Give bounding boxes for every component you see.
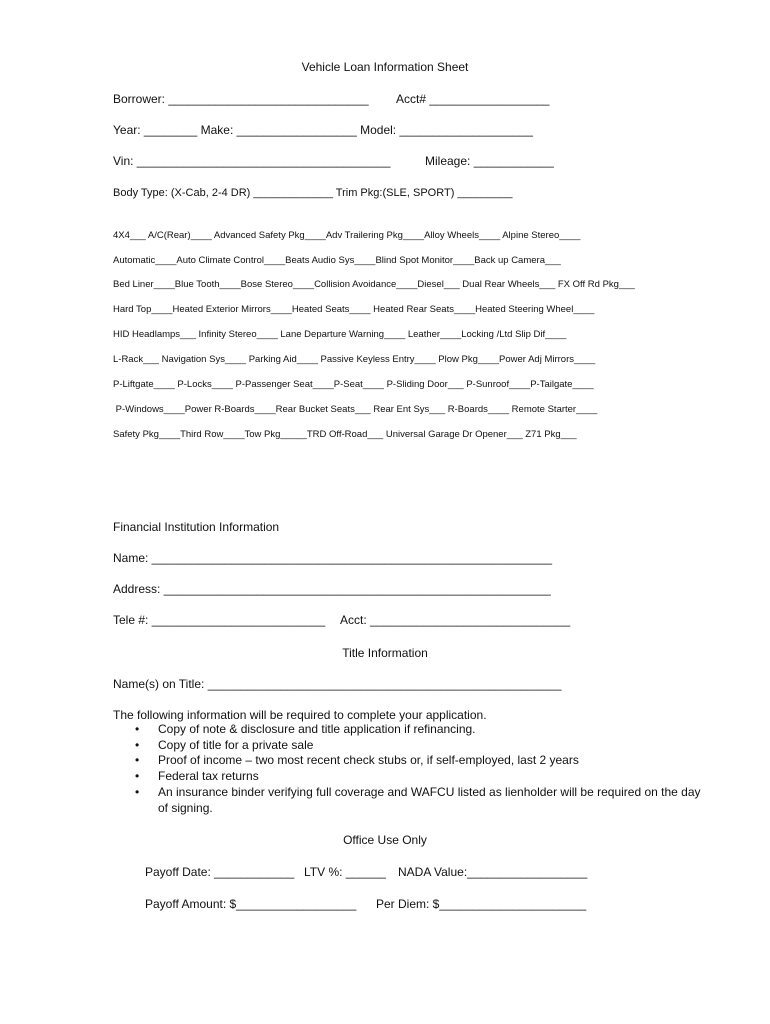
office-use-heading: Office Use Only — [343, 833, 427, 847]
list-item: • Federal tax returns — [113, 769, 713, 785]
list-item: • Copy of title for a private sale — [113, 738, 713, 754]
year-make-model-field[interactable]: Year: ________ Make: __________________ Model: ____________________ — [113, 123, 533, 137]
options-line[interactable]: P-Liftgate____ P-Locks____ P-Passenger Seat____P-Seat____ P-Sliding Door___ P-Sunroof____P-Tailgate____ — [113, 379, 594, 390]
mileage-field[interactable]: Mileage: ____________ — [425, 154, 554, 168]
requirements-list — [113, 722, 713, 816]
options-line[interactable]: Automatic____Auto Climate Control____Beats Audio Sys____Blind Spot Monitor____Back up Camera___ — [113, 255, 561, 266]
body-type-trim-field[interactable]: Body Type: (X-Cab, 2-4 DR) _____________ Trim Pkg:(SLE, SPORT) _________ — [113, 187, 513, 199]
account-number-field[interactable]: Acct# __________________ — [396, 92, 550, 106]
vin-field[interactable]: Vin: ______________________________________ — [113, 154, 391, 168]
financial-address-field[interactable]: Address: __________________________________________________________ — [113, 582, 551, 596]
options-line[interactable]: HID Headlamps___ Infinity Stereo____ Lane Departure Warning____ Leather____Locking /Ltd Slip Dif____ — [113, 329, 567, 340]
options-line[interactable]: Bed Liner____Blue Tooth____Bose Stereo____Collision Avoidance____Diesel___ Dual Rear Wheels___ FX Off Rd Pkg___ — [113, 279, 635, 290]
financial-name-field[interactable]: Name: ____________________________________________________________ — [113, 551, 553, 565]
payoff-date-field[interactable]: Payoff Date: ____________ — [145, 865, 295, 879]
title-information-heading: Title Information — [342, 646, 428, 660]
per-diem-field[interactable]: Per Diem: $______________________ — [376, 897, 587, 911]
document-title: Vehicle Loan Information Sheet — [301, 60, 469, 74]
borrower-field[interactable]: Borrower: ______________________________ — [113, 92, 369, 106]
options-line[interactable]: Safety Pkg____Third Row____Tow Pkg_____TRD Off-Road___ Universal Garage Dr Opener___ Z71 Pkg___ — [113, 429, 577, 440]
telephone-field[interactable]: Tele #: __________________________ — [113, 613, 326, 627]
options-line[interactable]: 4X4___ A/C(Rear)____ Advanced Safety Pkg____Adv Trailering Pkg____Alloy Wheels____ Alpine Stereo____ — [113, 230, 581, 241]
requirements-intro: The following information will be required to complete your application. — [113, 708, 487, 722]
list-item: • An insurance binder verifying full coverage and WAFCU listed as lienholder will be required on the day of signing. — [113, 785, 713, 816]
options-line[interactable]: L-Rack___ Navigation Sys____ Parking Aid____ Passive Keyless Entry____ Plow Pkg____Power Adj Mirrors____ — [113, 354, 596, 365]
list-item: • Proof of income – two most recent check stubs or, if self-employed, last 2 years — [113, 753, 713, 769]
financial-account-field[interactable]: Acct: ______________________________ — [340, 613, 571, 627]
ltv-field[interactable]: LTV %: ______ — [304, 865, 386, 879]
nada-value-field[interactable]: NADA Value:__________________ — [398, 865, 588, 879]
options-line[interactable]: P-Windows____Power R-Boards____Rear Bucket Seats___ Rear Ent Sys___ R-Boards____ Remote Starter____ — [113, 404, 598, 415]
options-line[interactable]: Hard Top____Heated Exterior Mirrors____Heated Seats____ Heated Rear Seats____Heated Steering Wheel____ — [113, 304, 595, 315]
names-on-title-field[interactable]: Name(s) on Title: _____________________________________________________ — [113, 677, 562, 691]
financial-institution-heading: Financial Institution Information — [113, 520, 280, 534]
list-item: • Copy of note & disclosure and title application if refinancing. — [113, 722, 713, 738]
payoff-amount-field[interactable]: Payoff Amount: $__________________ — [145, 897, 357, 911]
